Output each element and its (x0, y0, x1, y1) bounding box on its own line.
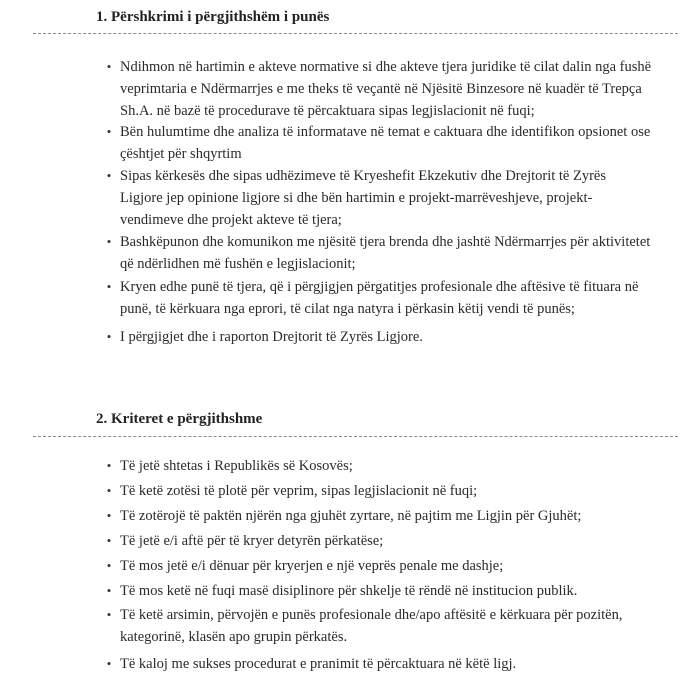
section-heading-job-description: 1. Përshkrimi i përgjithshëm i punës (96, 9, 330, 25)
bullet-icon: • (106, 583, 112, 598)
bullet-icon: • (106, 168, 112, 183)
list-item (106, 653, 665, 675)
list-item-text: I përgjigjet dhe i raporton Drejtorit të Zyrës Ligjore. (120, 329, 423, 345)
bullet-icon: • (106, 558, 112, 573)
bullet-icon: • (106, 533, 112, 548)
bullet-icon: • (106, 329, 112, 344)
list-item (106, 530, 665, 552)
list-item (106, 231, 652, 275)
section-divider (33, 33, 678, 34)
bullet-icon: • (106, 59, 112, 74)
list-item-text: Të zotërojë të paktën njërën nga gjuhët zyrtare, në pajtim me Ligjin për Gjuhët; (120, 508, 582, 524)
list-item (106, 455, 665, 477)
bullet-icon: • (106, 508, 112, 523)
list-item-text: Sipas kërkesës dhe sipas udhëzimeve të Kryeshefit Ekzekutiv dhe Drejtorit të Zyrës Ligjore jep opinione ligjore si dhe bën hartimin e projekt-marrëveshjeve, projekt-vendimeve dhe projekt akteve të tjera; (120, 168, 606, 228)
bullet-icon: • (106, 458, 112, 473)
list-item (106, 276, 652, 320)
list-item-text: Të ketë zotësi të plotë për veprim, sipas legjislacionit në fuqi; (120, 483, 478, 499)
bullet-icon: • (106, 234, 112, 249)
list-item (106, 121, 652, 165)
list-item (106, 165, 652, 231)
list-item (106, 505, 665, 527)
list-item-text: Ndihmon në hartimin e akteve normative si dhe akteve tjera juridike të cilat dalin nga fushë veprimtaria e Ndërmarrjes e me theks të veçantë në Njësitë Binzesore në kuadër të Trepça Sh.A. në bazë të procedurave të përcaktuara sipas legjislacionit në fuqi; (120, 59, 652, 119)
list-item (106, 480, 665, 502)
bullet-icon: • (106, 279, 112, 294)
list-item-text: Bën hulumtime dhe analiza të informatave në temat e caktuara dhe identifikon opsionet ose çështjet për shqyrtim (120, 124, 651, 162)
list-item-text: Të ketë arsimin, përvojën e punës profesionale dhe/apo aftësitë e kërkuara për pozitën, kategorinë, klasën apo grupin përkatës. (120, 607, 623, 645)
list-item (106, 604, 665, 648)
bullet-icon: • (106, 124, 112, 139)
list-item-text: Bashkëpunon dhe komunikon me njësitë tjera brenda dhe jashtë Ndërmarrjes për aktivitetet që ndërlidhen më fushën e legjislacionit; (120, 234, 651, 272)
list-item (106, 56, 652, 122)
bullet-icon: • (106, 656, 112, 671)
section-divider (33, 436, 678, 437)
list-item (106, 555, 665, 577)
list-item-text: Të mos ketë në fuqi masë disiplinore për shkelje të rëndë në institucion publik. (120, 583, 578, 599)
list-item (106, 326, 652, 348)
list-item-text: Të kaloj me sukses procedurat e pranimit të përcaktuara në këtë ligj. (120, 656, 517, 672)
section-heading-general-criteria: 2. Kriteret e përgjithshme (96, 411, 263, 427)
list-item-text: Të jetë e/i aftë për të kryer detyrën përkatëse; (120, 533, 384, 549)
list-item (106, 580, 665, 602)
bullet-icon: • (106, 483, 112, 498)
list-item-text: Të jetë shtetas i Republikës së Kosovës; (120, 458, 353, 474)
bullet-icon: • (106, 607, 112, 622)
list-item-text: Kryen edhe punë të tjera, që i përgjigjen përgatitjes profesionale dhe aftësive të fituara në punë, të kërkuara nga eprori, të cilat nga natyra i përkasin këtij vendi të punës; (120, 279, 639, 317)
list-item-text: Të mos jetë e/i dënuar për kryerjen e një veprës penale me dashje; (120, 558, 504, 574)
